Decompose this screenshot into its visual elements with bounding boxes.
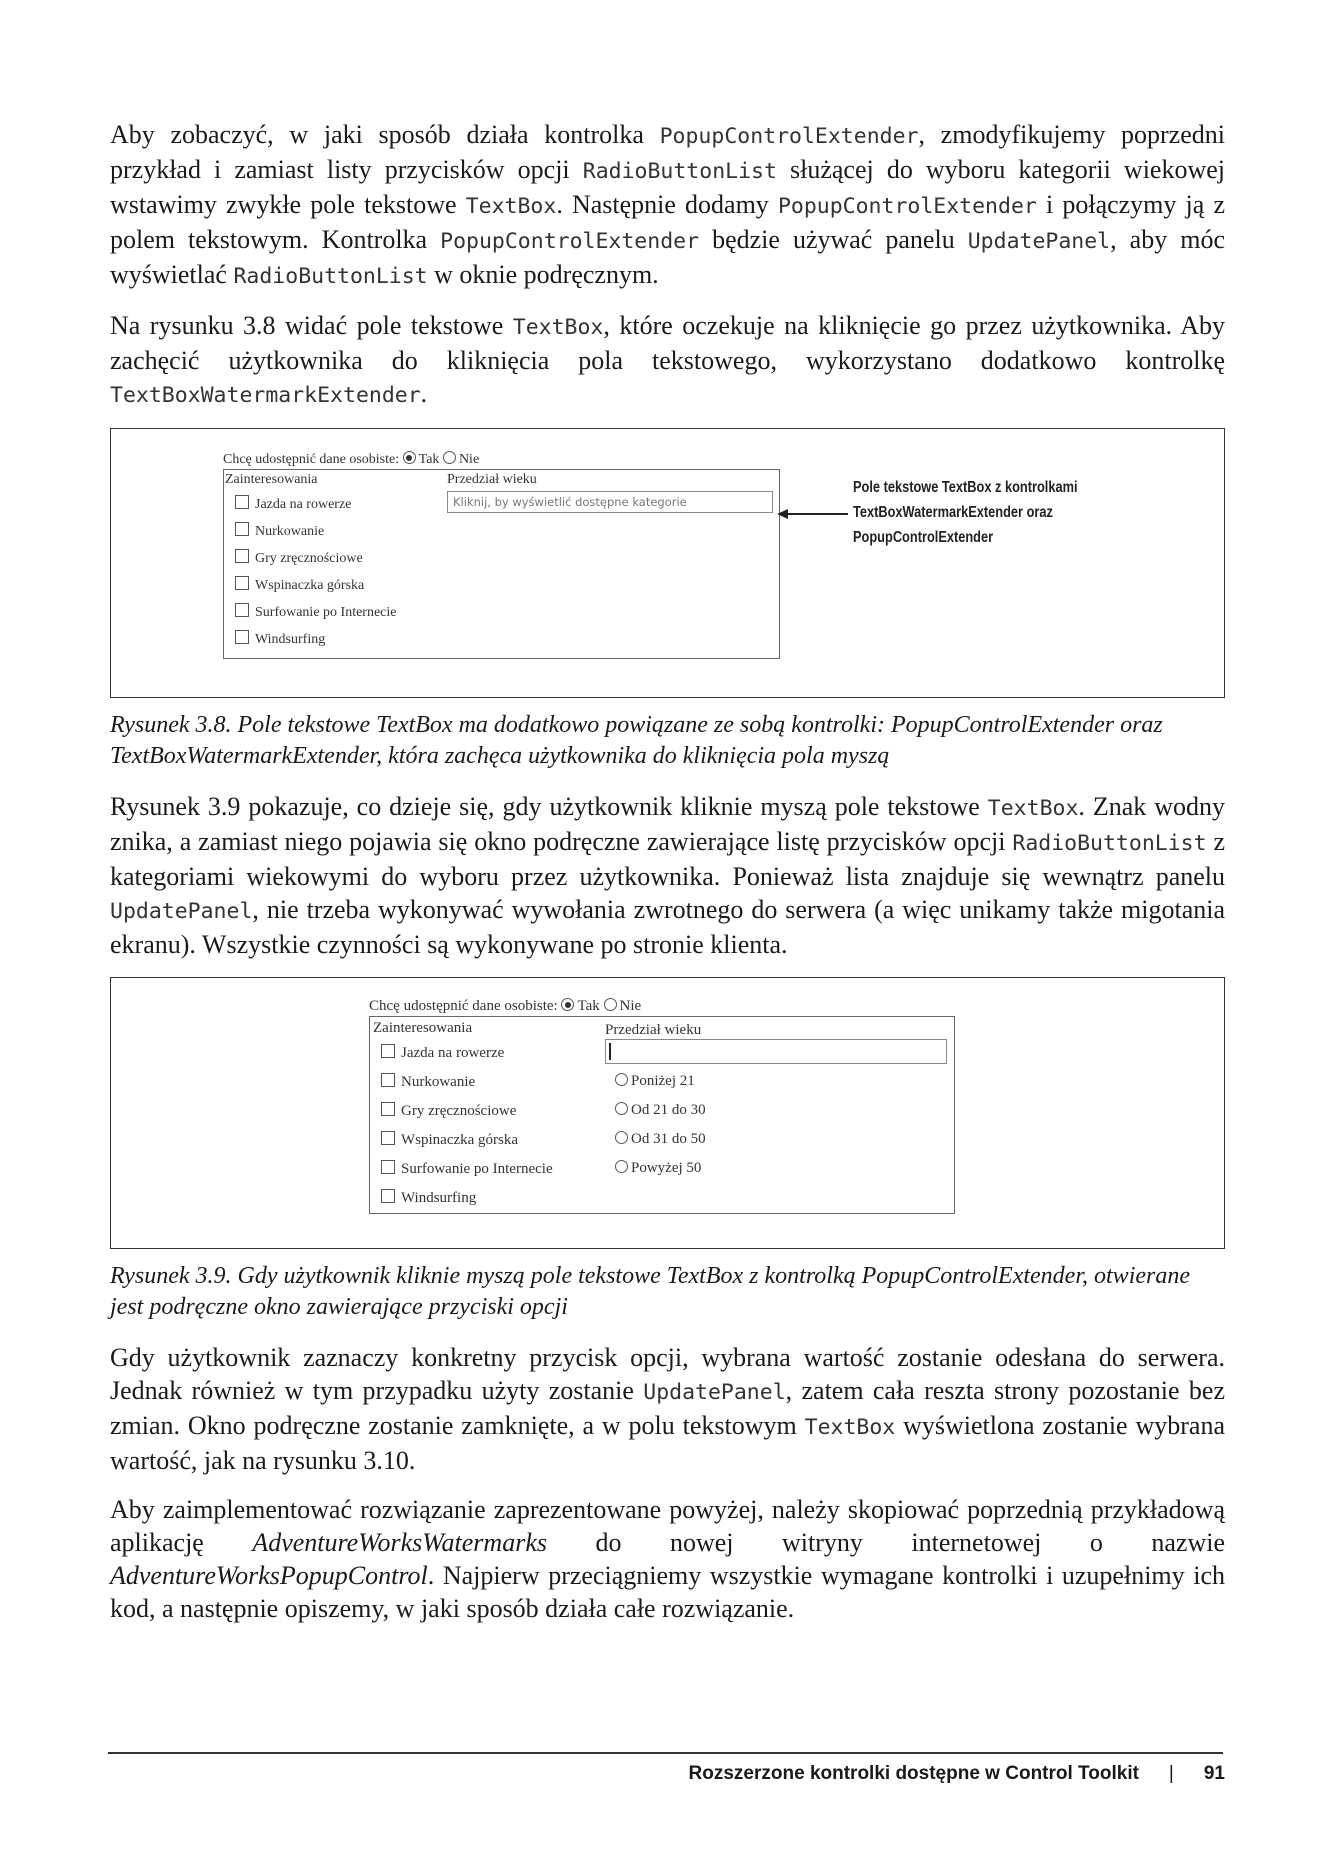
interest-item: Jazda na rowerze <box>381 1044 504 1062</box>
radio-icon <box>615 1073 628 1086</box>
checkbox-icon <box>381 1189 395 1203</box>
checkbox-icon <box>381 1073 395 1087</box>
footer-rule <box>108 1752 1223 1754</box>
age-header: Przedział wieku <box>605 1022 702 1038</box>
age-header: Przedział wieku <box>447 472 537 487</box>
text-cursor <box>609 1043 611 1060</box>
checkbox-icon <box>381 1102 395 1116</box>
age-option: Od 31 do 50 <box>615 1131 706 1148</box>
interest-item: Gry zręcznościowe <box>381 1102 516 1120</box>
checkbox-icon <box>235 495 249 509</box>
checkbox-icon <box>381 1044 395 1058</box>
radio-yes-icon <box>403 451 416 464</box>
checkbox-icon <box>235 522 249 536</box>
figure-3-9 <box>110 977 1225 1249</box>
page-content <box>110 118 1225 1641</box>
age-textbox <box>605 1039 947 1064</box>
paragraph-2: Na rysunku 3.8 widać pole tekstowe TextBox, które oczekuje na kliknięcie go przez użytkownika. Aby zachęcić użytkownika do kliknięcia pola tekstowego, wykorzystano dodatkowo kontrolkę TextBoxWatermarkExtender. <box>110 311 1225 408</box>
interest-item: Nurkowanie <box>235 522 324 540</box>
footer-separator: | <box>1168 1763 1174 1784</box>
interest-item: Gry zręcznościowe <box>235 549 363 567</box>
interest-item: Surfowanie po Internecie <box>381 1160 553 1178</box>
interest-item: Wspinaczka górska <box>381 1131 518 1149</box>
share-data-row: Chcę udostępnić dane osobiste: Tak Nie <box>369 998 642 1014</box>
paragraph-4: Gdy użytkownik zaznaczy konkretny przycisk opcji, wybrana wartość zostanie odesłana do serwera. Jednak również w tym przypadku użyty zostanie UpdatePanel, zatem cała reszta strony pozostanie bez zmian. Okno podręczne zostanie zamknięte, a w polu tekstowym TextBox wyświetlona zostanie wybrana wartość, jak na rysunku 3.10. <box>110 1343 1225 1475</box>
checkbox-icon <box>381 1131 395 1145</box>
checkbox-icon <box>235 603 249 617</box>
age-textbox <box>447 491 773 513</box>
figure-annotation: Pole tekstowe TextBox z kontrolkami TextBoxWatermarkExtender oraz PopupControlExtender <box>853 479 1078 546</box>
arrow-line <box>786 513 848 515</box>
caption-3-9: Rysunek 3.9. Gdy użytkownik kliknie myszą pole tekstowe TextBox z kontrolką PopupControlExtender, otwierane jest podręczne okno zawierające przyciski opcji <box>110 1263 1190 1320</box>
radio-no-icon <box>443 451 456 464</box>
paragraph-5: Aby zaimplementować rozwiązanie zaprezentowane powyżej, należy skopiować poprzednią przykładową aplikację AdventureWorksWatermarks do nowej witryny internetowej o nazwie AdventureWorksPopupControl. Najpierw przeciągniemy wszystkie wymagane kontrolki i uzupełnimy ich kod, a następnie opiszemy, w jaki sposób działa całe rozwiązanie. <box>110 1495 1225 1623</box>
interest-item: Surfowanie po Internecie <box>235 603 397 621</box>
age-option: Powyżej 50 <box>615 1160 701 1177</box>
interests-header: Zainteresowania <box>373 1020 473 1036</box>
interest-item: Wspinaczka górska <box>235 576 364 594</box>
share-data-row: Chcę udostępnić dane osobiste: Tak Nie <box>223 452 480 467</box>
chapter-title: Rozszerzone kontrolki dostępne w Control Toolkit <box>688 1763 1139 1784</box>
paragraph-3: Rysunek 3.9 pokazuje, co dzieje się, gdy użytkownik kliknie myszą pole tekstowe TextBox. Znak wodny znika, a zamiast niego pojawia się okno podręczne zawierające listę przycisków opcji RadioButtonList z kategoriami wiekowymi do wyboru przez użytkownika. Ponieważ lista znajduje się wewnątrz panelu UpdatePanel, nie trzeba wykonywać wywołania zwrotnego do serwera (a więc unikamy także migotania ekranu). Wszystkie czynności są wykonywane po stronie klienta. <box>110 792 1226 959</box>
age-option: Od 21 do 30 <box>615 1102 706 1119</box>
checkbox-icon <box>235 576 249 590</box>
figure-3-8 <box>110 428 1225 698</box>
web-form-screenshot <box>369 998 969 1238</box>
page-footer <box>600 1763 1225 1785</box>
radio-no-icon <box>604 998 617 1011</box>
radio-icon <box>615 1102 628 1115</box>
web-form-screenshot <box>223 451 783 691</box>
radio-icon <box>615 1160 628 1173</box>
age-option: Poniżej 21 <box>615 1073 695 1090</box>
caption-3-8: Rysunek 3.8. Pole tekstowe TextBox ma dodatkowo powiązane ze sobą kontrolki: PopupControlExtender oraz TextBoxWatermarkExtender, która zachęca użytkownika do kliknięcia pola myszą <box>110 712 1163 769</box>
interest-item: Windsurfing <box>381 1189 476 1207</box>
paragraph-1: Aby zobaczyć, w jaki sposób działa kontrolka PopupControlExtender, zmodyfikujemy poprzedni przykład i zamiast listy przycisków opcji RadioButtonList służącej do wyboru kategorii wiekowej wstawimy zwykłe pole tekstowe TextBox. Następnie dodamy PopupControlExtender i połączymy ją z polem tekstowym. Kontrolka PopupControlExtender będzie używać panelu UpdatePanel, aby móc wyświetlać RadioButtonList w oknie podręcznym. <box>110 120 1226 289</box>
radio-yes-icon <box>561 998 574 1011</box>
interest-item: Nurkowanie <box>381 1073 475 1091</box>
interest-item: Jazda na rowerze <box>235 495 351 513</box>
interests-header: Zainteresowania <box>225 472 318 487</box>
checkbox-icon <box>381 1160 395 1174</box>
page-number: 91 <box>1203 1763 1225 1784</box>
watermark-text: Kliknij, by wyświetlić dostępne kategorie <box>453 495 687 509</box>
interest-item: Windsurfing <box>235 630 325 648</box>
radio-icon <box>615 1131 628 1144</box>
checkbox-icon <box>235 549 249 563</box>
checkbox-icon <box>235 630 249 644</box>
